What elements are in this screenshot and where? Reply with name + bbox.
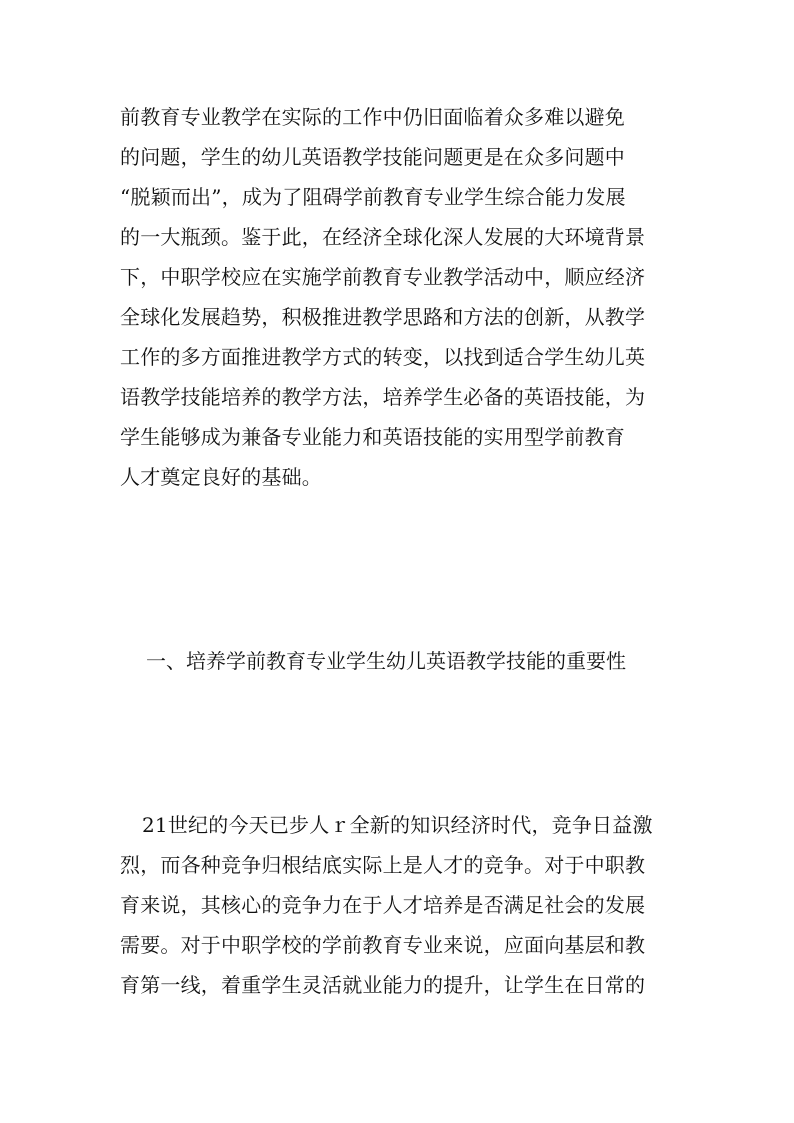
- section-heading: 一、培养学前教育专业学生幼儿英语教学技能的重要性: [146, 649, 626, 673]
- text-line: 下，中职学校应在实施学前教育专业教学活动中，顺应经济: [120, 265, 646, 289]
- text-line: 需要。对于中职学校的学前教育专业来说，应面向基层和教: [120, 933, 646, 957]
- text-line: 的一大瓶颈。鉴于此，在经济全球化深人发展的大环境背景: [120, 225, 646, 249]
- text-line: 人才奠定良好的基础。: [120, 465, 322, 489]
- text-line: 烈，而各种竞争归根结底实际上是人才的竞争。对于中职教: [120, 853, 646, 877]
- text-line: 学生能够成为兼备专业能力和英语技能的实用型学前教育: [120, 425, 625, 449]
- text-line: 语教学技能培养的教学方法，培养学生必备的英语技能，为: [120, 385, 646, 409]
- text-line: 21世纪的今天已步人ｒ全新的知识经济时代，竞争日益激: [142, 813, 653, 837]
- text-line: 的问题，学生的幼儿英语教学技能问题更是在众多问题中: [120, 145, 625, 169]
- text-line: 前教育专业教学在实际的工作中仍旧面临着众多难以避免: [120, 105, 625, 129]
- body-paragraph: [120, 805, 680, 1005]
- text-line: 工作的多方面推进教学方式的转变，以找到适合学生幼儿英: [120, 345, 646, 369]
- text-line: “脱颖而出”，成为了阻碍学前教育专业学生综合能力发展: [120, 185, 626, 209]
- body-paragraph: [120, 97, 680, 497]
- text-line: 全球化发展趋势，积极推进教学思路和方法的创新，从教学: [120, 305, 646, 329]
- text-line: 育来说，其核心的竞争力在于人才培养是否满足社会的发展: [120, 893, 646, 917]
- text-line: 育第一线，着重学生灵活就业能力的提升，让学生在日常的: [120, 973, 646, 997]
